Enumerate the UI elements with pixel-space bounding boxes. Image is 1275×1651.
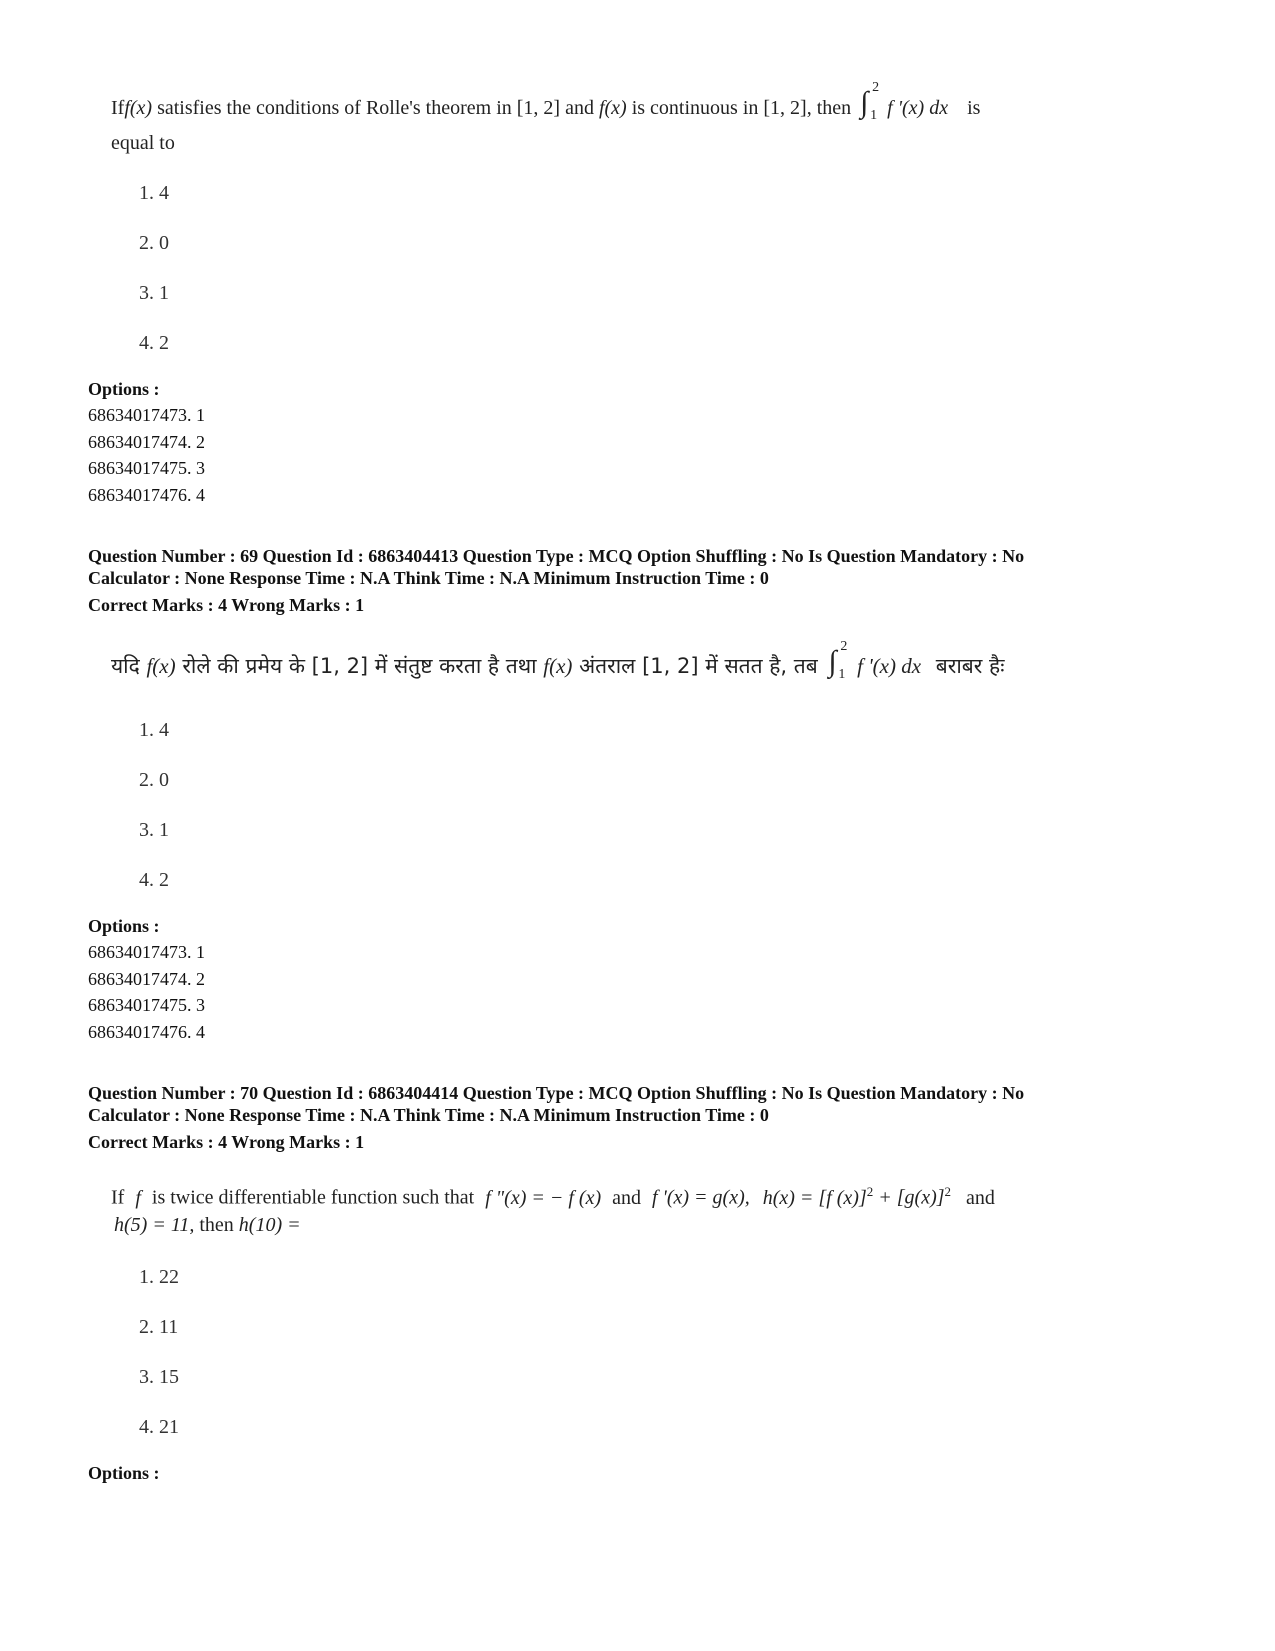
integral-symbol: ∫ 2 1 — [860, 80, 880, 123]
q70-equation-3b: + [g(x)] — [873, 1186, 945, 1209]
q69-fx: f(x) — [146, 654, 176, 678]
q69-choice-2: 2. 0 — [139, 769, 169, 791]
q70-text-line2 — [114, 1214, 301, 1237]
q68-choice-3: 3. 1 — [139, 282, 169, 304]
q69-fx-2: f(x) — [543, 654, 573, 678]
q70-text-if: If — [111, 1186, 125, 1209]
q70-equation-2: f '(x) = g(x), — [652, 1186, 750, 1209]
q69-option-id-2: 68634017474. 2 — [88, 969, 205, 989]
q70-f: f — [135, 1186, 141, 1209]
q70-square-2: 2 — [944, 1184, 952, 1199]
q69-option-id-1: 68634017473. 1 — [88, 942, 205, 962]
q68-text-part3: is continuous in [1, 2], then — [626, 97, 852, 119]
q70-equation-1: f "(x) = − f (x) — [485, 1186, 602, 1209]
q69-options-heading: Options : — [88, 916, 160, 936]
q70-h5: h(5) = 11, — [114, 1214, 195, 1236]
q69-meta-line1: Question Number : 69 Question Id : 6863404413 Question Type : MCQ Option Shuffling : No Is Question Mandatory : No — [88, 546, 1025, 566]
q69-text-yadi: यदि — [111, 654, 140, 678]
integrand: f '(x) dx — [857, 654, 922, 678]
q70-text-and-2: and — [966, 1186, 995, 1209]
q68-text-is: is — [967, 97, 981, 119]
integrand: f '(x) dx — [887, 97, 949, 119]
q70-equation-3a: h(x) = [f (x)] — [762, 1186, 867, 1209]
q69-text-part3: अंतराल [1, 2] में सतत है, तब — [579, 654, 818, 678]
q68-option-id-1: 68634017473. 1 — [88, 405, 205, 425]
q69-option-id-3: 68634017475. 3 — [88, 995, 205, 1015]
q68-option-id-4: 68634017476. 4 — [88, 485, 205, 505]
q70-choice-1: 1. 22 — [139, 1266, 179, 1288]
q68-choice-4: 4. 2 — [139, 332, 169, 354]
integral-lower-limit: 1 — [870, 108, 878, 123]
integral-upper-limit: 2 — [872, 80, 880, 95]
integral-symbol: ∫ 2 1 — [828, 639, 848, 682]
q68-options-heading: Options : — [88, 379, 160, 399]
q69-meta-line2: Calculator : None Response Time : N.A Think Time : N.A Minimum Instruction Time : 0 — [88, 568, 769, 588]
q70-h10: h(10) = — [238, 1214, 301, 1236]
integral-upper-limit: 2 — [840, 639, 848, 654]
q70-marks: Correct Marks : 4 Wrong Marks : 1 — [88, 1132, 365, 1152]
q69-text-part2: रोले की प्रमेय के [1, 2] में संतुष्ट करता है तथा — [182, 654, 537, 678]
q68-fx-2: f(x) — [598, 97, 627, 119]
q69-choice-4: 4. 2 — [139, 869, 169, 891]
q69-option-id-4: 68634017476. 4 — [88, 1022, 205, 1042]
q68-fx: f(x) — [124, 97, 153, 119]
q68-text-part2: satisfies the conditions of Rolle's theorem in [1, 2] and — [152, 97, 599, 119]
q70-choice-4: 4. 21 — [139, 1416, 179, 1438]
q70-choice-2: 2. 11 — [139, 1316, 179, 1338]
q69-choice-1: 1. 4 — [139, 719, 169, 741]
q70-meta-line2: Calculator : None Response Time : N.A Think Time : N.A Minimum Instruction Time : 0 — [88, 1105, 769, 1125]
q70-meta-line1: Question Number : 70 Question Id : 6863404414 Question Type : MCQ Option Shuffling : No Is Question Mandatory : No — [88, 1083, 1025, 1103]
q68-option-id-3: 68634017475. 3 — [88, 458, 205, 478]
q70-square-1: 2 — [866, 1184, 874, 1199]
integral-lower-limit: 1 — [838, 667, 846, 682]
q69-marks: Correct Marks : 4 Wrong Marks : 1 — [88, 595, 365, 615]
q70-text-and: and — [612, 1186, 641, 1209]
q68-text-if: If — [111, 97, 125, 119]
q68-text-line2: equal to — [111, 132, 175, 154]
q69-choice-3: 3. 1 — [139, 819, 169, 841]
q68-text-line1 — [111, 80, 981, 123]
q70-choice-3: 3. 15 — [139, 1366, 179, 1388]
q70-text-line1 — [111, 1184, 995, 1210]
q70-text-then: then — [199, 1214, 234, 1236]
q68-option-id-2: 68634017474. 2 — [88, 432, 205, 452]
q69-text-line1 — [111, 639, 1005, 682]
q70-options-heading: Options : — [88, 1463, 160, 1483]
q69-text-part4: बराबर हैः — [935, 654, 1005, 678]
q68-choice-1: 1. 4 — [139, 182, 169, 204]
q70-text-part1: is twice differentiable function such that — [151, 1186, 475, 1209]
q68-choice-2: 2. 0 — [139, 232, 169, 254]
